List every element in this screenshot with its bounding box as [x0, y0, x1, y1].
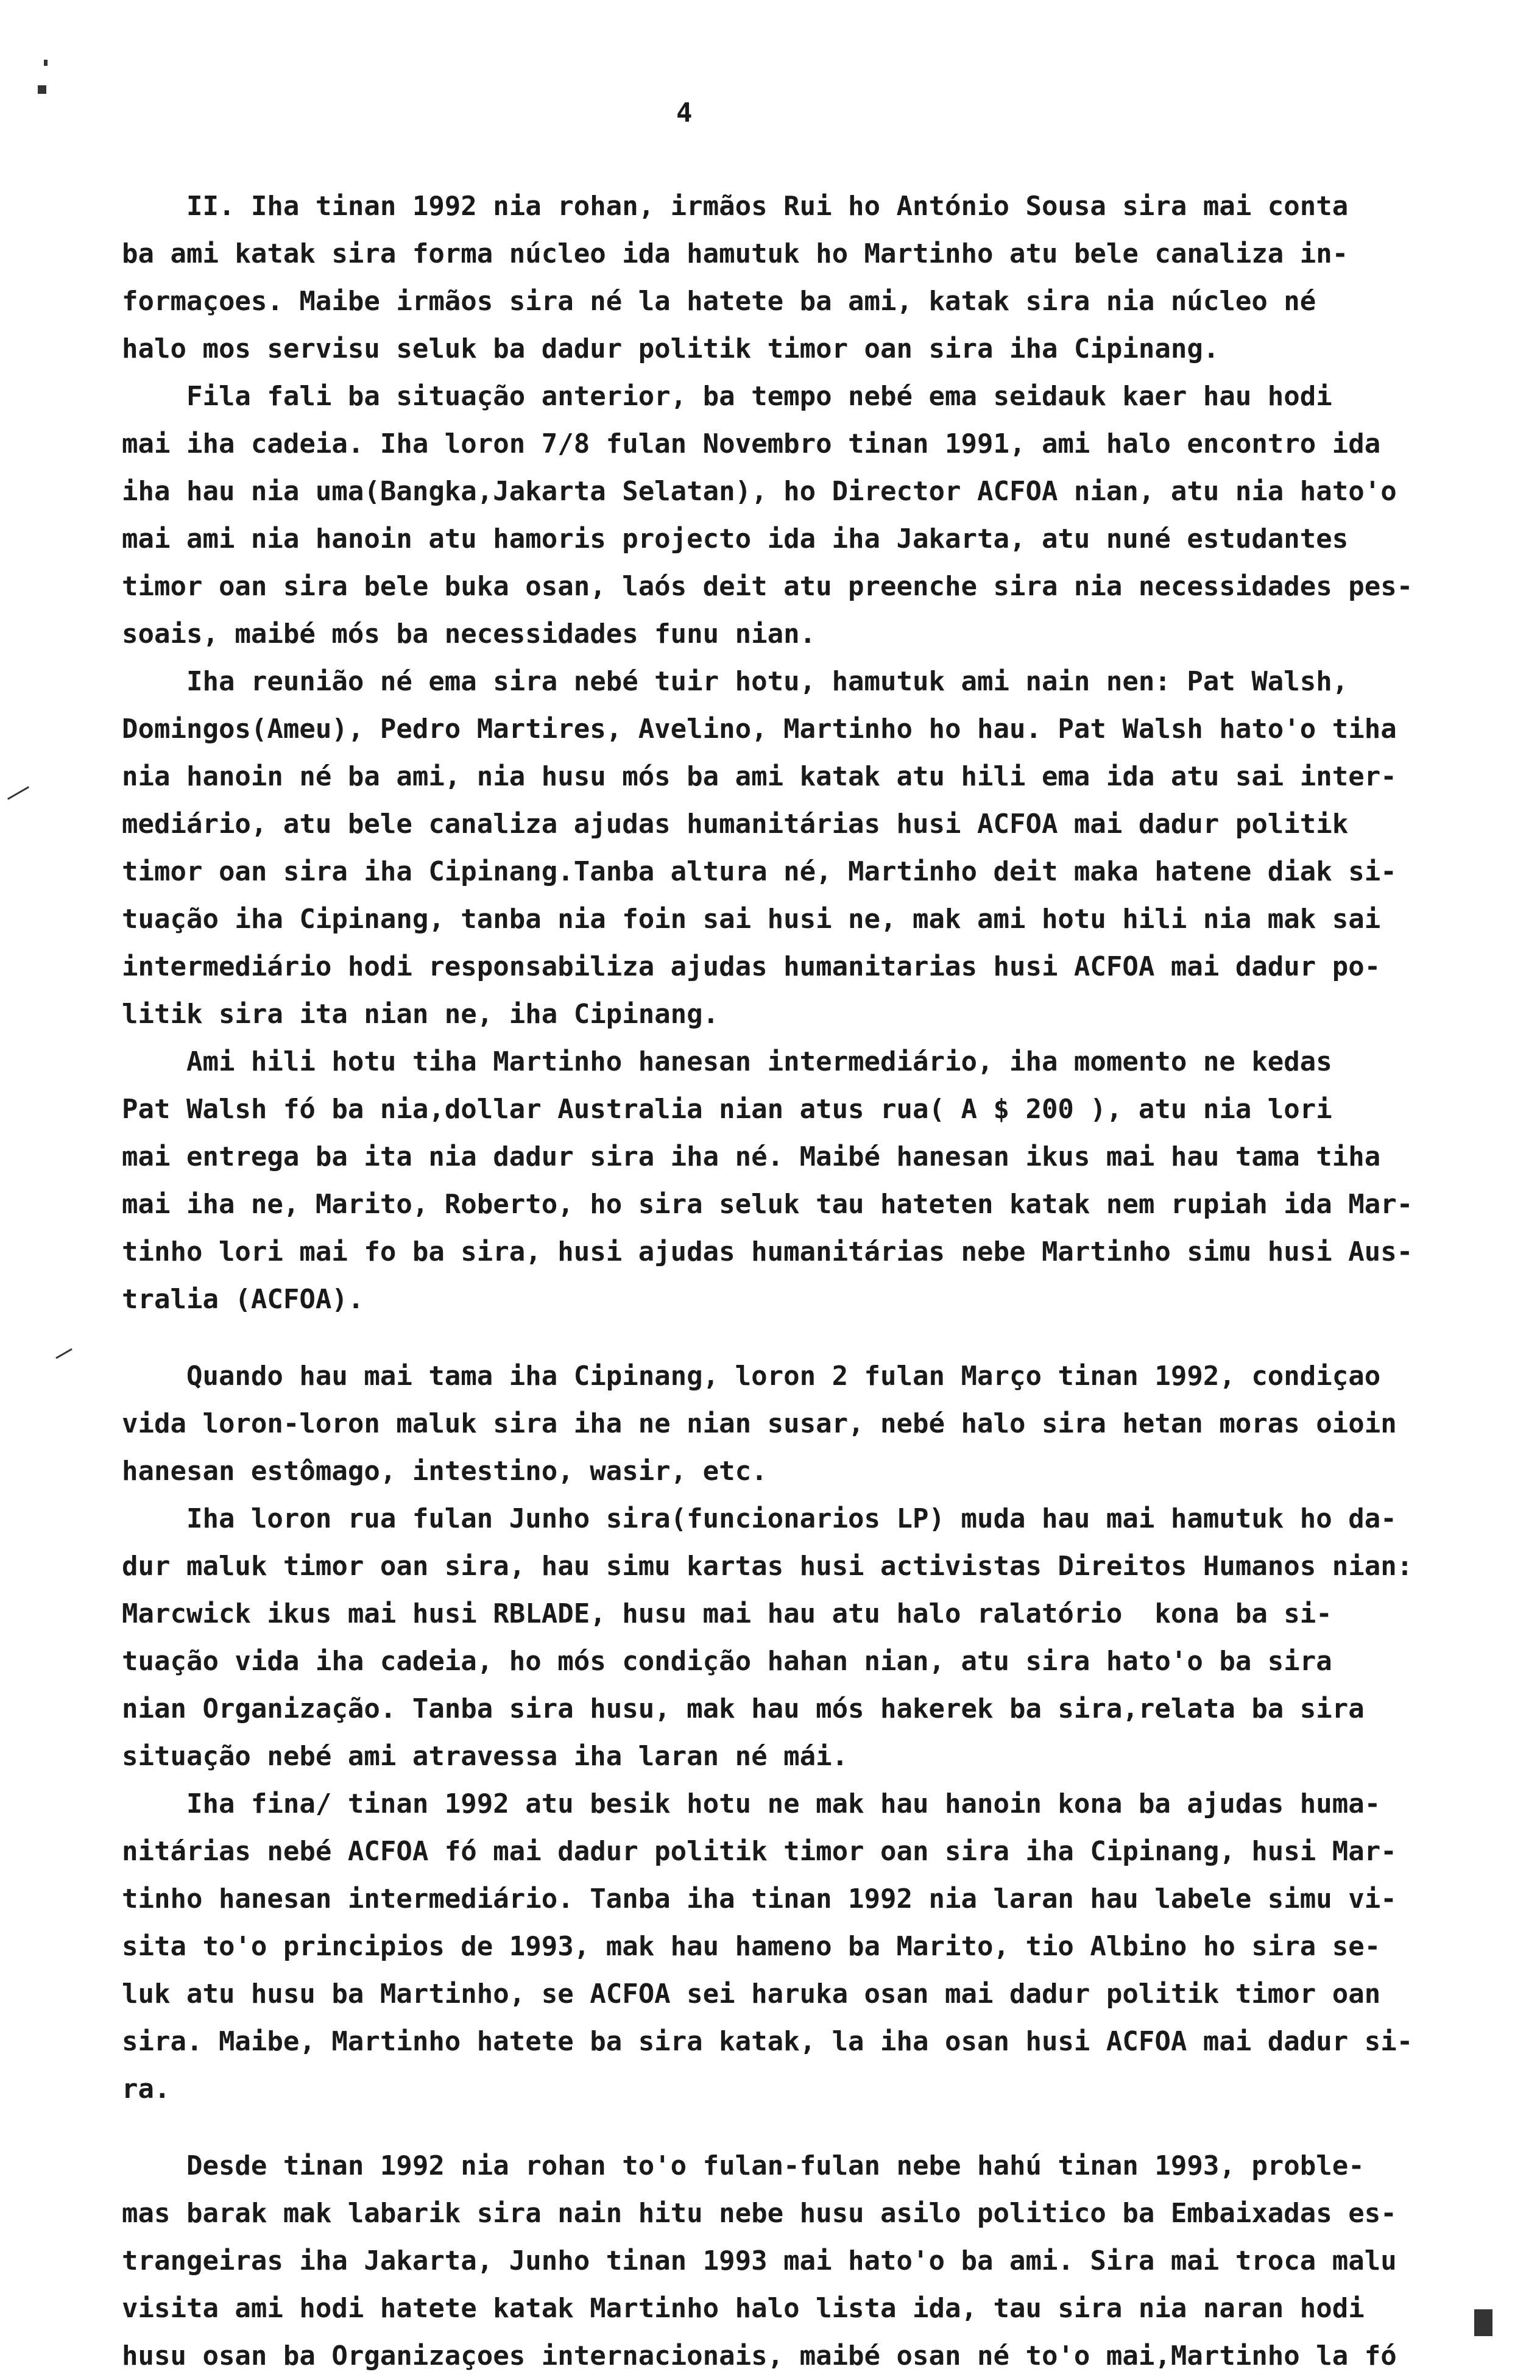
text-line: tuação vida iha cadeia, ho mós condição hahan nian, atu sira hato'o ba sira [122, 1646, 1332, 1677]
text-line: Iha reunião né ema sira nebé tuir hotu, hamutuk ami nain nen: Pat Walsh, [122, 666, 1349, 697]
text-line: visita ami hodi hatete katak Martinho halo lista ida, tau sira nia naran hodi [122, 2293, 1365, 2324]
text-line: Ami hili hotu tiha Martinho hanesan intermediário, iha momento ne kedas [122, 1046, 1332, 1077]
scan-speck [55, 1348, 72, 1359]
text-line: Marcwick ikus mai husi RBLADE, husu mai hau atu halo ralatório kona ba si- [122, 1598, 1332, 1629]
scan-speck [44, 60, 48, 66]
text-line: mai ami nia hanoin atu hamoris projecto ida iha Jakarta, atu nuné estudantes [122, 523, 1349, 554]
text-line: II. Iha tinan 1992 nia rohan, irmãos Rui ho António Sousa sira mai conta [122, 191, 1349, 222]
paragraph [122, 1038, 1450, 1323]
text-line: timor oan sira bele buka osan, laós deit atu preenche sira nia necessidades pes- [122, 571, 1413, 602]
text-line: mai iha ne, Marito, Roberto, ho sira seluk tau hateten katak nem rupiah ida Mar- [122, 1189, 1413, 1220]
paragraph [122, 183, 1450, 658]
text-line: Desde tinan 1992 nia rohan to'o fulan-fulan nebe hahú tinan 1993, proble- [122, 2150, 1365, 2181]
text-line: sita to'o principios de 1993, mak hau hameno ba Marito, tio Albino ho sira se- [122, 1931, 1381, 1962]
scan-speck [38, 85, 46, 94]
text-line: husu osan ba Organizaçoes internacionais, maibé osan né to'o mai,Martinho la fó [122, 2340, 1397, 2371]
text-line: situação nebé ami atravessa iha laran né mái. [122, 1741, 849, 1772]
text-line: tuação iha Cipinang, tanba nia foin sai husi ne, mak ami hotu hili nia mak sai [122, 904, 1381, 935]
text-line: halo mos servisu seluk ba dadur politik timor oan sira iha Cipinang. [122, 333, 1220, 364]
text-line: intermediário hodi responsabiliza ajudas humanitarias husi ACFOA mai dadur po- [122, 951, 1381, 982]
text-line: nian Organização. Tanba sira husu, mak hau mós hakerek ba sira,relata ba sira [122, 1693, 1365, 1724]
text-line: dur maluk timor oan sira, hau simu kartas husi activistas Direitos Humanos nian: [122, 1551, 1413, 1582]
text-line: vida loron-loron maluk sira iha ne nian susar, nebé halo sira hetan moras oioin [122, 1408, 1397, 1439]
text-line: mai entrega ba ita nia dadur sira iha né. Maibé hanesan ikus mai hau tama tiha [122, 1141, 1381, 1172]
paragraph [122, 1495, 1450, 1780]
text-line: nitárias nebé ACFOA fó mai dadur politik timor oan sira iha Cipinang, husi Mar- [122, 1836, 1397, 1867]
paragraph-gap [122, 1323, 1450, 1353]
text-line: tralia (ACFOA). [122, 1284, 364, 1315]
paragraph [122, 658, 1450, 1038]
text-line: Pat Walsh fó ba nia,dollar Australia nian atus rua( A $ 200 ), atu nia lori [122, 1094, 1332, 1125]
text-line: Domingos(Ameu), Pedro Martires, Avelino, Martinho ho hau. Pat Walsh hato'o tiha [122, 714, 1397, 745]
text-line: timor oan sira iha Cipinang.Tanba altura né, Martinho deit maka hatene diak si- [122, 856, 1397, 887]
text-line: mai iha cadeia. Iha loron 7/8 fulan Novembro tinan 1991, ami halo encontro ida [122, 428, 1381, 459]
text-line: hanesan estômago, intestino, wasir, etc. [122, 1456, 768, 1487]
scan-speck [1474, 2309, 1492, 2336]
text-line: Iha loron rua fulan Junho sira(funcionarios LP) muda hau mai hamutuk ho da- [122, 1503, 1397, 1534]
text-line: mediário, atu bele canaliza ajudas humanitárias husi ACFOA mai dadur politik [122, 809, 1349, 840]
text-line: tinho lori mai fo ba sira, husi ajudas humanitárias nebe Martinho simu husi Aus- [122, 1236, 1413, 1267]
paragraph [122, 1780, 1450, 2113]
text-line: Quando hau mai tama iha Cipinang, loron 2 fulan Março tinan 1992, condiçao [122, 1361, 1381, 1392]
text-line: Iha fina/ tinan 1992 atu besik hotu ne mak hau hanoin kona ba ajudas huma- [122, 1788, 1381, 1819]
text-line: mas barak mak labarik sira nain hitu nebe husu asilo politico ba Embaixadas es- [122, 2198, 1397, 2229]
paragraph-gap [122, 2113, 1450, 2142]
paragraph [122, 1353, 1450, 1495]
page-number: 4 [676, 97, 693, 129]
text-line: sira. Maibe, Martinho hatete ba sira katak, la iha osan husi ACFOA mai dadur si- [122, 2026, 1413, 2057]
text-line: formaçoes. Maibe irmãos sira né la hatete ba ami, katak sira nia núcleo né [122, 286, 1316, 317]
text-line: ba ami katak sira forma núcleo ida hamutuk ho Martinho atu bele canaliza in- [122, 238, 1349, 269]
text-line: Fila fali ba situação anterior, ba tempo nebé ema seidauk kaer hau hodi [122, 381, 1332, 412]
text-line: luk atu husu ba Martinho, se ACFOA sei haruka osan mai dadur politik timor oan [122, 1978, 1381, 2010]
text-line: ra. [122, 2074, 171, 2105]
scan-speck [7, 786, 29, 800]
text-line: iha hau nia uma(Bangka,Jakarta Selatan), ho Director ACFOA nian, atu nia hato'o [122, 476, 1397, 507]
text-line: soais, maibé mós ba necessidades funu nian. [122, 618, 816, 650]
document-body [122, 183, 1450, 2380]
text-line: trangeiras iha Jakarta, Junho tinan 1993 mai hato'o ba ami. Sira mai troca malu [122, 2245, 1397, 2276]
paragraph [122, 2142, 1450, 2380]
text-line: tinho hanesan intermediário. Tanba iha tinan 1992 nia laran hau labele simu vi- [122, 1883, 1397, 1914]
text-line: litik sira ita nian ne, iha Cipinang. [122, 999, 719, 1030]
text-line: nia hanoin né ba ami, nia husu mós ba ami katak atu hili ema ida atu sai inter- [122, 761, 1397, 792]
